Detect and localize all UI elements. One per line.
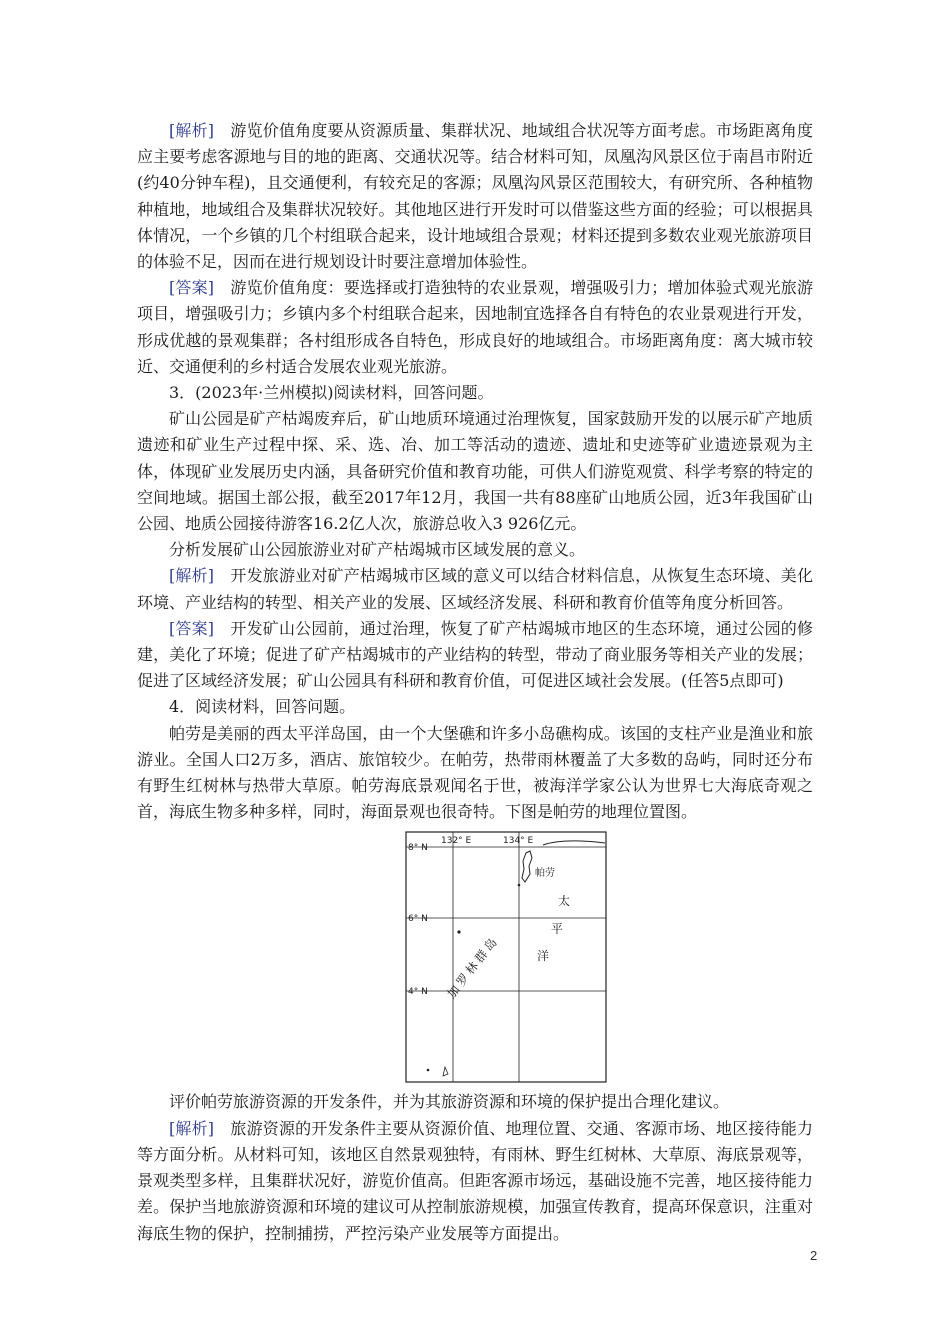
q3-heading: 3．(2023年·兰州模拟)阅读材料，回答问题。 [169, 383, 494, 403]
ocean-label-char: 太 [558, 894, 571, 909]
q4-material: 帕劳是美丽的西太平洋岛国，由一个大堡礁和许多小岛礁构成。该国的支柱产业是渔业和旅游业。全国人口2万多，酒店、旅馆较少。在帕劳，热带雨林覆盖了大多数的岛屿，同时还分布有野生红树林与热带大草原。帕劳海底景观闻名于世，被海洋学家公认为世界七大海底奇观之首，海底生物多种多样，同时，海面景观也很奇特。下图是帕劳的地理位置图。 [137, 723, 813, 822]
page-content [137, 118, 813, 1247]
q2-answer [137, 275, 813, 380]
answer-tag: [答案] [169, 278, 215, 298]
lat-label-8n: 8° N [408, 843, 428, 854]
small-island-dot [457, 931, 460, 934]
q3-answer-text: 开发矿山公园前，通过治理，恢复了矿产枯竭城市地区的生态环境，通过公园的修建，美化了环境；促进了矿产枯竭城市的产业结构的转型，带动了商业服务等相关产业的发展；促进了区域经济发展；矿山公园具有科研和教育价值，可促进区域社会发展。(任答5点即可) [137, 618, 813, 691]
q4-heading: 4．阅读材料，回答问题。 [169, 697, 356, 717]
q2-analysis [137, 118, 813, 275]
small-island-dot [518, 884, 521, 887]
palau-map-figure [137, 831, 813, 1085]
lat-label-6n: 6° N [408, 914, 428, 925]
analysis-tag: [解析] [169, 121, 215, 140]
q3-analysis-text: 开发旅游业对矿产枯竭城市区域的意义可以结合材料信息，从恢复生态环境、美化环境、产业结构的转型、相关产业的发展、区域经济发展、科研和教育价值等角度分析回答。 [137, 566, 813, 612]
ocean-label-char: 洋 [537, 949, 550, 964]
q3-answer [137, 616, 813, 695]
palau-map [405, 831, 607, 1083]
q4-analysis [137, 1116, 813, 1247]
analysis-tag: [解析] [169, 1118, 215, 1138]
palau-label: 帕劳 [535, 868, 555, 880]
q2-answer-text: 游览价值角度：要选择或打造独特的农业景观，增强吸引力；增加体验式观光旅游项目，增强吸引力；乡镇内多个村组联合起来，因地制宜选择各自有特色的农业景观进行开发，形成优越的景观集群；各村组形成各自特色，形成良好的地域组合。市场距离角度：离大城市较近、交通便利的乡村适合发展农业观光旅游。 [137, 278, 813, 376]
q2-analysis-text: 游览价值角度要从资源质量、集群状况、地域组合状况等方面考虑。市场距离角度应主要考虑客源地与目的地的距离、交通状况等。结合材料可知，凤凰沟风景区位于南昌市附近(约40分钟车程)，且交通便利，有较充足的客源；凤凰沟风景区范围较大，有研究所、各种植物种植地，地域组合及集群状况较好。其他地区进行开发时可以借鉴这些方面的经验；可以根据具体情况，一个乡镇的几个村组联合起来，设计地域组合景观；材料还提到多数农业观光旅游项目的体验不足，因而在进行规划设计时要注意增加体验性。 [137, 121, 813, 272]
q4-analysis-text: 旅游资源的开发条件主要从资源价值、地理位置、交通、客源市场、地区接待能力等方面分析。从材料可知，该地区自然景观独特，有雨林、野生红树林、大草原、海底景观等，景观类型多样，且集群状况好，游览价值高。但距客源市场远，基础设施不完善，地区接待能力差。保护当地旅游资源和环境的建议可从控制旅游规模，加强宣传教育，提高环保意识，注重对海底生物的保护，控制捕捞，严控污染产业发展等方面提出。 [137, 1118, 813, 1243]
ocean-label-char: 平 [551, 922, 564, 937]
q3-material: 矿山公园是矿产枯竭废弃后，矿山地质环境通过治理恢复，国家鼓励开发的以展示矿产地质遗迹和矿业生产过程中探、采、选、冶、加工等活动的遗迹、遗址和史迹等矿业遗迹景观为主体，体现矿业发展历史内涵，具备研究价值和教育功能，可供人们游览观赏、科学考察的特定的空间地域。据国土部公报，截至2017年12月，我国一共有88座矿山地质公园，近3年我国矿山公园、地质公园接待游客16.2亿人次，旅游总收入3 926亿元。 [137, 409, 813, 534]
small-island-dot [427, 1069, 430, 1072]
q4-question: 评价帕劳旅游资源的开发条件，并为其旅游资源和环境的保护提出合理化建议。 [169, 1092, 730, 1112]
analysis-tag: [解析] [169, 566, 215, 586]
q3-analysis [137, 563, 813, 615]
lon-label-132e: 132° E [441, 836, 472, 847]
caroline-islands-label: 加罗林群岛 [444, 933, 502, 1002]
page-number: 2 [810, 1248, 818, 1263]
lon-label-134e: 134° E [503, 836, 534, 847]
answer-tag: [答案] [169, 618, 215, 638]
lat-label-4n: 4° N [408, 987, 428, 998]
q3-question: 分析发展矿山公园旅游业对矿产枯竭城市区域发展的意义。 [169, 540, 586, 560]
